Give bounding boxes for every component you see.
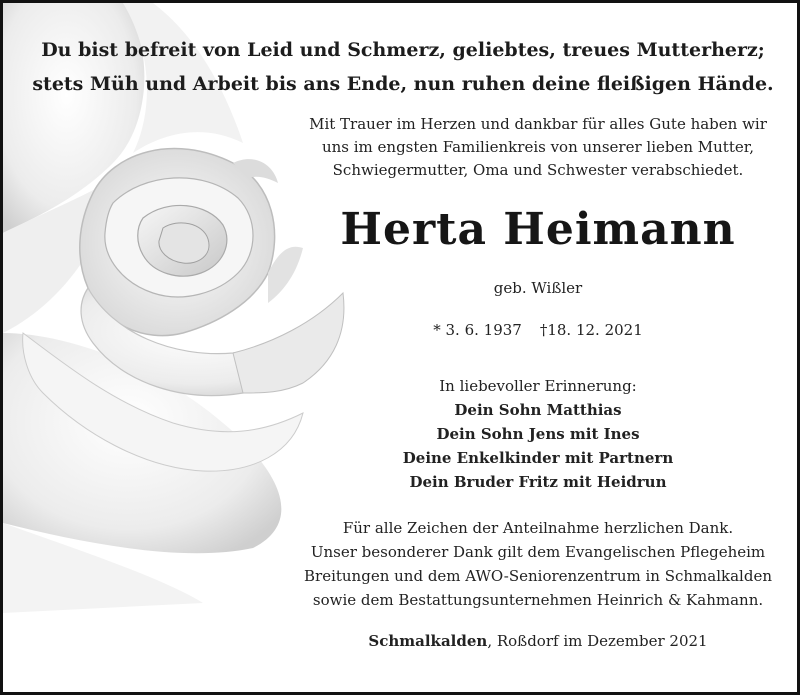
- birth-name: geb. Wißler: [493, 279, 583, 297]
- intro-text: [293, 113, 783, 182]
- thanks-line: Für alle Zeichen der Anteilnahme herzlichen Dank.: [342, 519, 734, 537]
- deceased-name: Herta Heimann: [340, 204, 736, 255]
- place-and-date: [293, 630, 783, 652]
- intro-line: uns im engsten Familienkreis von unserer lieben Mutter,: [321, 138, 755, 156]
- birth-date: * 3. 6. 1937: [433, 321, 522, 339]
- death-date: †18. 12. 2021: [539, 321, 643, 339]
- intro-line: Schwiegermutter, Oma und Schwester verabschiedet.: [332, 161, 744, 179]
- thanks-line: sowie dem Bestattungsunternehmen Heinrich & Kahmann.: [312, 591, 764, 609]
- mourner: Dein Sohn Jens mit Ines: [436, 425, 640, 443]
- mourner: Dein Bruder Fritz mit Heidrun: [409, 473, 667, 491]
- mourner: Dein Sohn Matthias: [454, 401, 622, 419]
- motto: [3, 33, 800, 101]
- thanks-line: Breitungen und dem AWO-Seniorenzentrum in Schmalkalden: [304, 567, 772, 585]
- life-dates: [293, 320, 783, 340]
- thanks-line: Unser besonderer Dank gilt dem Evangelischen Pflegeheim: [310, 543, 766, 561]
- place-rest: , Roßdorf im Dezember 2021: [487, 632, 708, 650]
- intro-line: Mit Trauer im Herzen und dankbar für alles Gute haben wir: [309, 115, 767, 133]
- motto-line: Du bist befreit von Leid und Schmerz, geliebtes, treues Mutterherz;: [41, 39, 765, 61]
- place-town: Schmalkalden: [368, 632, 488, 650]
- memory-heading: In liebevoller Erinnerung:: [439, 377, 637, 395]
- motto-line: stets Müh und Arbeit bis ans Ende, nun ruhen deine fleißigen Hände.: [32, 73, 774, 95]
- mourners-block: [293, 374, 783, 494]
- thanks-text: [293, 516, 783, 612]
- mourner: Deine Enkelkinder mit Partnern: [402, 449, 674, 467]
- notice-text: [293, 113, 783, 652]
